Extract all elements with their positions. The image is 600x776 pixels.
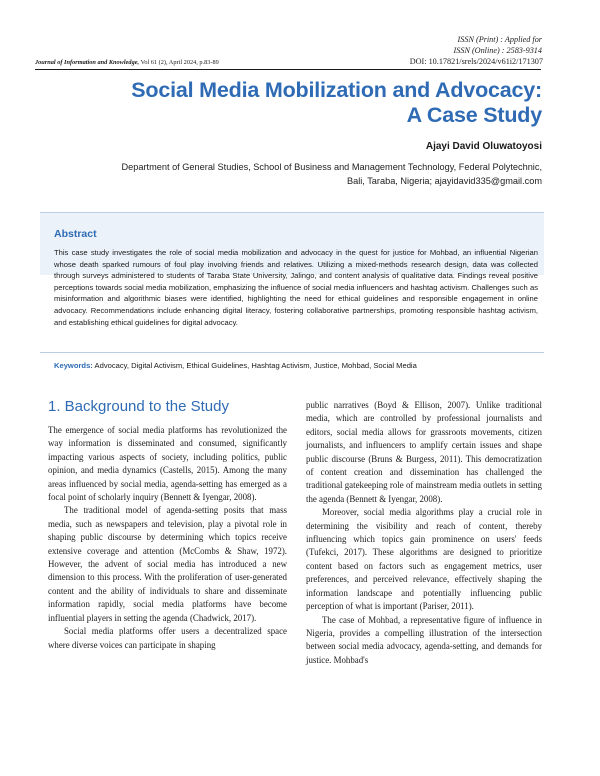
abstract-heading: Abstract <box>54 228 97 240</box>
paragraph: The emergence of social media platforms has revolutionized the way information is disseminated and consumed, significantly impacting various aspects of society, including politics, public opinion, and media dynamics (Castells, 2015). Among the many areas influenced by social media, agenda-setting has emerged as a focal point of scholarly inquiry (Bennett & Iyengar, 2008). <box>48 425 287 503</box>
section-heading: 1. Background to the Study <box>48 398 229 415</box>
paragraph: public narratives (Boyd & Ellison, 2007). Unlike traditional media, which are controlled by professional journalists and editors, social media allows for grassroots movements, citizen journalists, and influencers to amplify certain issues and shape public discourse (Bruns & Burgess, 2011). This democratization of content creation and dissemination has challenged the traditional gatekeeping role of mainstream media outlets in setting the agenda (Bennett & Iyengar, 2008). <box>306 400 542 504</box>
journal-citation <box>35 59 335 67</box>
abstract-text: This case study investigates the role of social media mobilization and advocacy in the quest for justice for Mohbad, an influential Nigerian whose death sparked rumours of foul play involving friends and relatives. Utilizing a mixed-methods research design, data was collected through surveys administered to students of Taraba State University, Jalingo, and content analysis of qualitative data. Findings reveal positive perceptions towards social media mobilization, emphasizing the influence of social media influencers and hashtag activism. Challenges such as misinformation and algorithmic biases were identified, highlighting the need for ethical guidelines and responsible engagement in online advocacy. Recommendations include enhancing digital literacy, fostering collaborative partnerships, promoting responsible hashtag activism, and establishing ethical guidelines for digital advocacy. <box>54 248 538 327</box>
author-name: Ajayi David Oluwatoyosi <box>425 141 542 152</box>
journal-details: Vol 61 (2), April 2024, p.83-89 <box>140 59 219 66</box>
paragraph: Moreover, social media algorithms play a crucial role in determining the visibility and reach of content, thereby influencing which topics gain prominence on users' feeds (Tufekci, 2017). These algorithms are designed to prioritize content based on factors such as engagement metrics, user preferences, and perceived relevance, effectively shaping the information landscape and potentially influencing public perception of what is important (Pariser, 2011). <box>306 507 542 612</box>
right-column <box>306 399 542 667</box>
affiliation-line-1: Department of General Studies, School of Business and Management Technology, Federal Polytechnic, <box>121 162 542 172</box>
keywords-divider <box>40 352 544 353</box>
title-line-2: A Case Study <box>406 103 542 127</box>
paragraph: The case of Mohbad, a representative figure of influence in Nigeria, provides a compelling illustration of the intersection between social media advocacy, agenda-setting, and demands for justice. Mohbad's <box>306 614 542 665</box>
keywords-label: Keywords: <box>54 361 93 370</box>
affiliation <box>100 160 542 188</box>
issn-print: ISSN (Print) : Applied for <box>457 35 542 44</box>
paper-title <box>90 78 542 128</box>
paragraph: Social media platforms offer users a decentralized space where diverse voices can participate in shaping <box>48 626 287 650</box>
issn-online: ISSN (Online) : 2583-9314 <box>453 46 542 55</box>
keywords-list: Advocacy, Digital Activism, Ethical Guidelines, Hashtag Activism, Justice, Mohbad, Social Media <box>94 361 417 370</box>
issn-block <box>342 34 542 56</box>
journal-name: Journal of Information and Knowledge, <box>35 59 140 66</box>
doi-link[interactable]: DOI: 10.17821/srels/2024/v61i2/171307 <box>409 57 543 66</box>
title-line-1: Social Media Mobilization and Advocacy: <box>131 78 542 102</box>
keywords <box>54 361 538 370</box>
left-column <box>48 424 287 652</box>
paragraph: The traditional model of agenda-setting posits that mass media, such as newspapers and television, play a pivotal role in shaping public discourse by determining which topics receive extensive coverage and attention (McCombs & Shaw, 1972). However, the advent of social media has introduced a new dimension to this process. With the proliferation of user-generated content and the ability of individuals to share and disseminate information rapidly, social media platforms have become influential players in setting the agenda (Chadwick, 2017). <box>48 505 287 623</box>
affiliation-line-2: Bali, Taraba, Nigeria; ajayidavid335@gmail.com <box>346 176 542 186</box>
header-divider <box>35 69 541 70</box>
